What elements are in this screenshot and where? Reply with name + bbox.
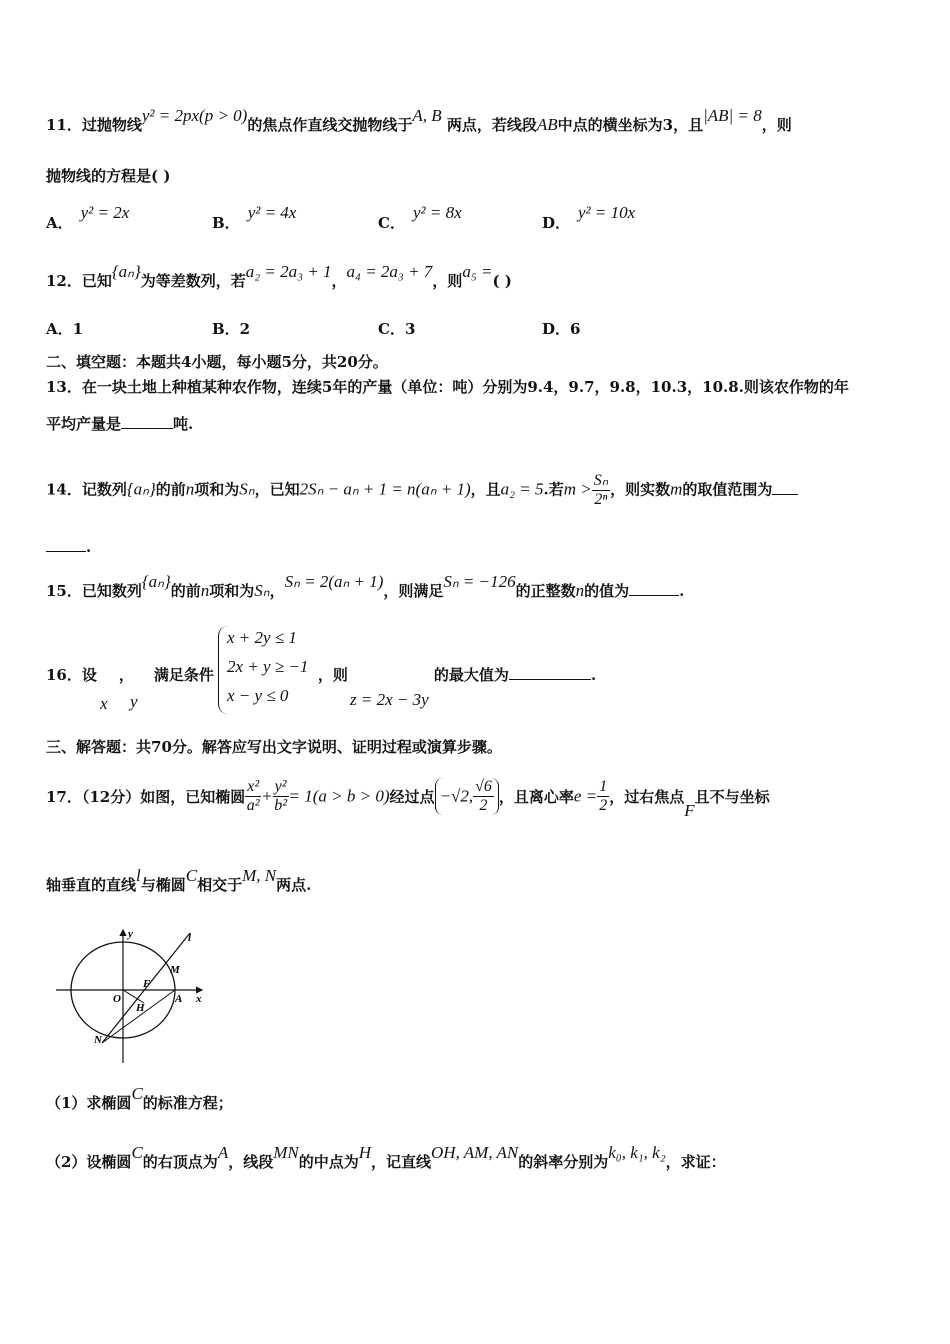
q12-option-d: D．6: [542, 320, 581, 338]
q16-var-y: y: [130, 692, 138, 711]
q13-blank: [121, 414, 173, 429]
q15-blank: [629, 581, 679, 596]
q17-part1: （1）求椭圆C的标准方程；: [46, 1084, 233, 1112]
q14-blank-2: [46, 537, 86, 552]
q12-option-a: A．1: [46, 320, 84, 338]
q11-option-a: A．y² = 2x: [46, 203, 130, 232]
q12-option-c: C．3: [378, 320, 416, 338]
label-a: A: [175, 993, 183, 1005]
q16-blank: [509, 665, 591, 680]
label-n: N: [94, 1034, 102, 1046]
q11-option-b: B．y² = 4x: [212, 203, 297, 232]
q13-line1: 13．在一块土地上种植某种农作物，连续5年的产量（单位：吨）分别为9.4，9.7，9.8，10.3，10.8.则该农作物的年: [46, 378, 849, 396]
label-h: H: [136, 1002, 145, 1014]
q17-part2: （2）设椭圆C的右顶点为A，线段MN的中点为H，记直线OH, AM, AN的斜率分别为k₀, k₁, k₂，求证：: [46, 1143, 726, 1171]
q14-line1: 14．记数列{aₙ}的前n项和为Sₙ，已知2Sₙ − aₙ + 1 = n(aₙ + 1)，且a₂ = 5.若m > $\frac{\text{Sₙ}}{\text{2ⁿ}}$ ，则实数m的取值范围为: [46, 472, 798, 509]
label-f: F: [143, 978, 151, 990]
q13-line2: 平均产量是 吨.: [46, 415, 194, 433]
q11-abs: |AB| = 8: [703, 106, 762, 125]
q11-option-d: D．y² = 10x: [542, 203, 636, 232]
q16-var-x: x: [100, 694, 108, 713]
q11-line2: 抛物线的方程是( ): [46, 167, 171, 185]
q17-line1: 17．（12分）如图，已知椭圆 $\frac{\text{x²}}{\text{a²}}$ + $\frac{\text{y²}}{\text{b²}}$ = 1(a > b > 0)经过点 −√2, $\frac{√6}{2}$ ，且离心率e = $\frac{1}{2}$ ，过右焦点F且不与坐标: [46, 778, 770, 820]
label-m: M: [170, 964, 180, 976]
label-x: x: [196, 993, 202, 1005]
label-y: y: [128, 928, 133, 940]
q15-line: 15．已知数列{aₙ}的前n项和为Sₙ，Sₙ = 2(aₙ + 1)，则满足Sₙ = −126的正整数n的值为 .: [46, 572, 685, 600]
q16-objective: z = 2x − 3y: [350, 690, 429, 709]
q16-line: 16．设 ， 满足条件 ，则 的最大值为 .: [46, 666, 597, 684]
q17-line2: 轴垂直的直线l与椭圆C相交于M, N两点.: [46, 866, 312, 894]
q12-line: 12．已知{aₙ}为等差数列，若a₂ = 2a₃ + 1，a₄ = 2a₃ + 7，则a₅ =( ): [46, 262, 512, 290]
q11-line1: 11．过抛物线y² = 2px(p > 0)的焦点作直线交抛物线于A, B 两点，若线段AB中点的横坐标为3，且|AB| = 8，则: [46, 106, 792, 134]
section2-heading: 二、填空题：本题共4小题，每小题5分，共20分。: [46, 353, 388, 371]
q14-line2: .: [46, 537, 91, 556]
q12-option-b: B．2: [212, 320, 251, 338]
label-l: l: [188, 932, 192, 944]
q11-parabola-eq: y² = 2px(p > 0): [141, 106, 248, 125]
q11-option-c: C．y² = 8x: [378, 203, 462, 232]
section3-heading: 三、解答题：共70分。解答应写出文字说明、证明过程或演算步骤。: [46, 738, 502, 756]
ellipse-figure: [50, 925, 210, 1065]
label-o: O: [113, 993, 121, 1005]
q14-blank-1: [772, 480, 798, 495]
q16-constraint-system: x + 2y ≤ 1 2x + y ≥ −1 x − y ≤ 0: [218, 626, 314, 714]
